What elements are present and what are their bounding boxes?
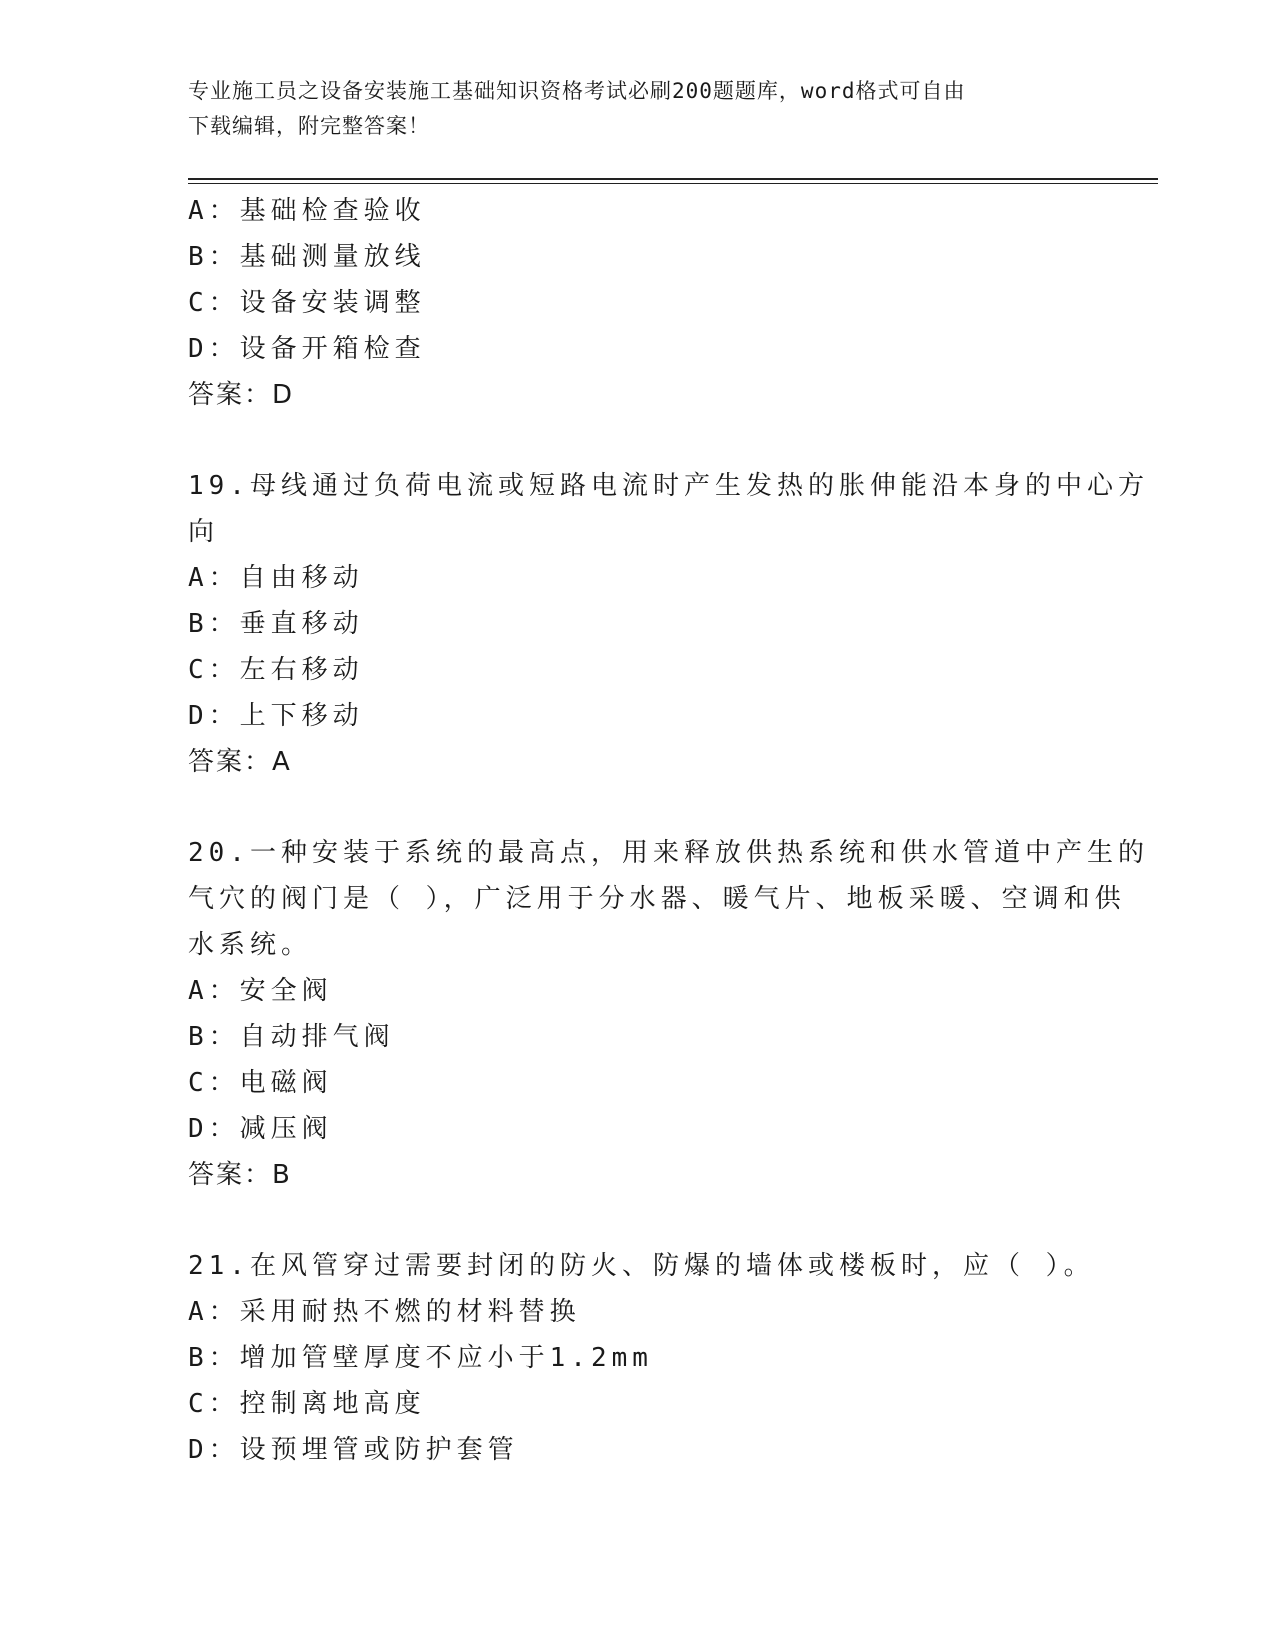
option-d: D：上下移动 bbox=[188, 701, 364, 731]
option-a: A：基础检查验收 bbox=[188, 196, 426, 226]
question-text-line-2: 向 bbox=[188, 517, 220, 547]
option-c: C：控制离地高度 bbox=[188, 1389, 426, 1419]
question-text-line-1: 20.一种安装于系统的最高点，用来释放供热系统和供水管道中产生的 bbox=[188, 838, 1149, 868]
option-b: B：基础测量放线 bbox=[188, 242, 426, 272]
option-d: D：设备开箱检查 bbox=[188, 334, 426, 364]
option-a: A：自由移动 bbox=[188, 563, 364, 593]
option-b: B：增加管壁厚度不应小于1.2mm bbox=[188, 1343, 653, 1373]
header-divider-thick bbox=[188, 178, 1158, 180]
question-20 bbox=[188, 830, 1149, 1198]
option-c: C：设备安装调整 bbox=[188, 288, 426, 318]
option-b: B：自动排气阀 bbox=[188, 1022, 395, 1052]
question-21 bbox=[188, 1243, 1095, 1473]
question-text-line-3: 水系统。 bbox=[188, 930, 313, 960]
document-header bbox=[188, 74, 1088, 144]
header-line-2: 下载编辑，附完整答案！ bbox=[188, 114, 430, 138]
option-c: C：左右移动 bbox=[188, 655, 364, 685]
spacer bbox=[188, 1198, 1088, 1243]
question-18 bbox=[188, 188, 1088, 418]
option-d: D：设预埋管或防护套管 bbox=[188, 1435, 519, 1465]
question-19 bbox=[188, 463, 1149, 785]
answer-line: 答案：A bbox=[188, 747, 292, 777]
option-a: A：安全阀 bbox=[188, 976, 333, 1006]
option-b: B：垂直移动 bbox=[188, 609, 364, 639]
option-d: D：减压阀 bbox=[188, 1114, 333, 1144]
header-line-1: 专业施工员之设备安装施工基础知识资格考试必刷200题题库，word格式可自由 bbox=[188, 79, 966, 103]
answer-line: 答案：D bbox=[188, 380, 295, 410]
option-c: C：电磁阀 bbox=[188, 1068, 333, 1098]
question-text-line-1: 19.母线通过负荷电流或短路电流时产生发热的胀伸能沿本身的中心方 bbox=[188, 471, 1149, 501]
header-divider-thin bbox=[188, 183, 1158, 184]
question-text-line-1: 21.在风管穿过需要封闭的防火、防爆的墙体或楼板时，应（ ）。 bbox=[188, 1251, 1095, 1281]
question-list bbox=[188, 188, 1149, 1473]
spacer bbox=[188, 418, 1088, 463]
spacer bbox=[188, 785, 1088, 830]
question-text-line-2: 气穴的阀门是（ ），广泛用于分水器、暖气片、地板采暖、空调和供 bbox=[188, 884, 1126, 914]
answer-line: 答案：B bbox=[188, 1160, 292, 1190]
option-a: A：采用耐热不燃的材料替换 bbox=[188, 1297, 581, 1327]
